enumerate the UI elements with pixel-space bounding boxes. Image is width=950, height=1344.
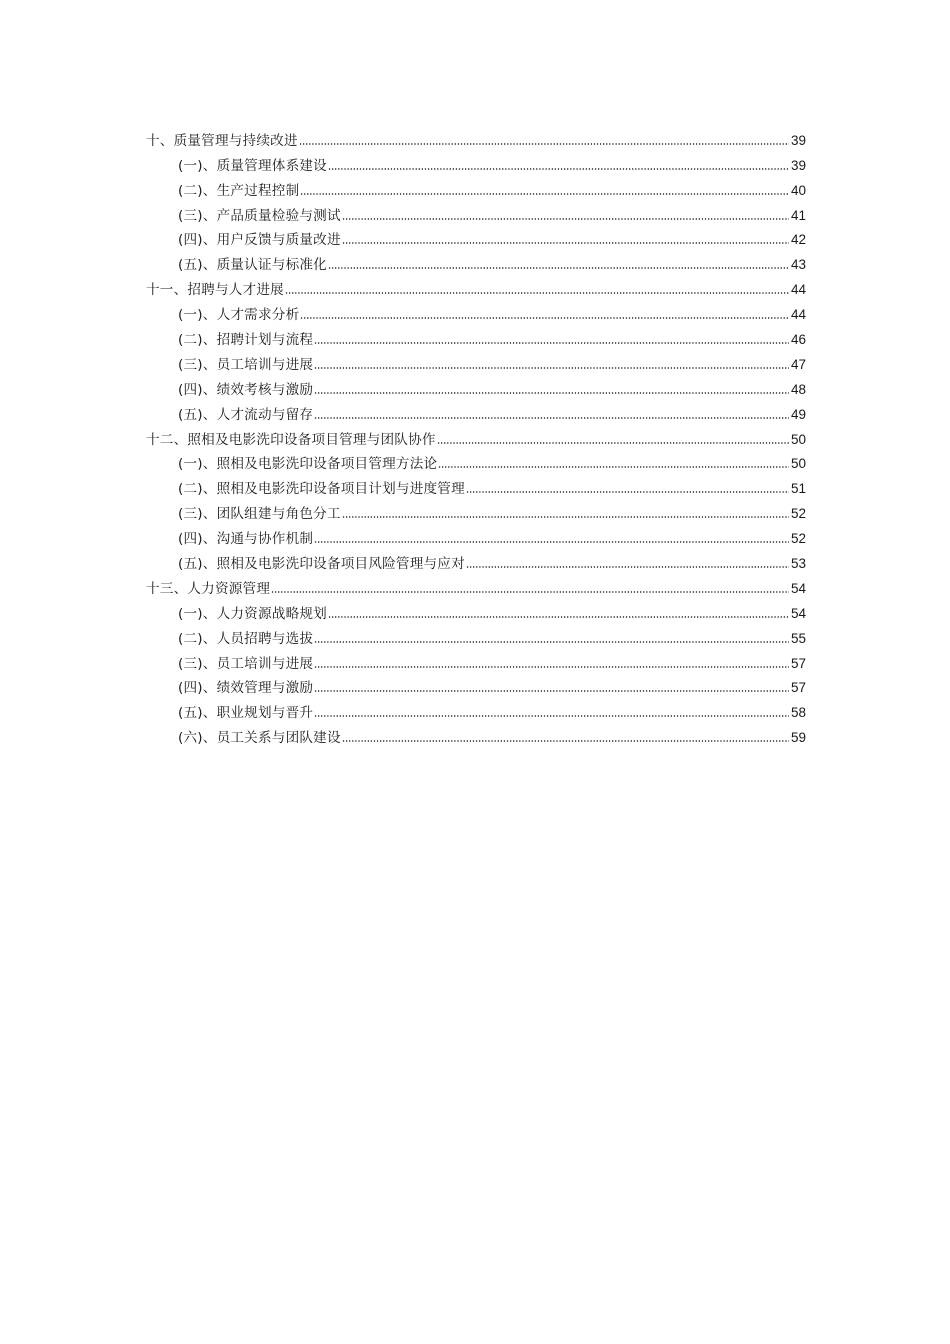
toc-entry-title: (五)、人才流动与留存 — [178, 406, 314, 423]
toc-entry[interactable] — [146, 449, 806, 474]
toc-entry[interactable] — [146, 175, 806, 200]
toc-page-number: 44 — [790, 282, 806, 298]
toc-page-number: 48 — [790, 381, 806, 397]
toc-entry[interactable] — [146, 697, 806, 722]
toc-entry-title: (五)、职业规划与晋升 — [178, 705, 314, 722]
toc-entry[interactable] — [146, 498, 806, 523]
toc-entry-title: (四)、用户反馈与质量改进 — [178, 232, 341, 249]
toc-entry[interactable] — [146, 374, 806, 399]
toc-page-number: 50 — [790, 431, 806, 447]
toc-dot-leader — [342, 241, 789, 245]
toc-page-number: 55 — [790, 630, 806, 646]
toc-entry[interactable] — [146, 399, 806, 424]
toc-dot-leader — [271, 590, 789, 594]
toc-entry-title: (四)、绩效管理与激励 — [178, 680, 314, 697]
toc-entry-title: (二)、人员招聘与选拔 — [178, 630, 314, 647]
toc-page-number: 44 — [790, 307, 806, 323]
toc-entry-title: 十三、人力资源管理 — [146, 580, 271, 597]
toc-dot-leader — [466, 490, 789, 494]
toc-dot-leader — [342, 515, 789, 519]
toc-entry[interactable] — [146, 249, 806, 274]
toc-page-number: 59 — [790, 730, 806, 746]
toc-dot-leader — [342, 217, 789, 221]
toc-entry[interactable] — [146, 722, 806, 747]
toc-entry[interactable] — [146, 200, 806, 225]
toc-dot-leader — [300, 192, 789, 196]
toc-entry-title: (二)、招聘计划与流程 — [178, 332, 314, 349]
toc-entry-title: 十一、招聘与人才进展 — [146, 282, 284, 299]
toc-dot-leader — [328, 167, 789, 171]
toc-entry-title: (一)、人力资源战略规划 — [178, 605, 327, 622]
toc-dot-leader — [437, 441, 789, 445]
toc-page-number: 39 — [790, 132, 806, 148]
toc-page-number: 57 — [790, 680, 806, 696]
toc-page-number: 54 — [790, 580, 806, 596]
toc-dot-leader — [466, 565, 789, 569]
toc-dot-leader — [314, 665, 789, 669]
toc-page-number: 51 — [790, 481, 806, 497]
toc-entry-title: (五)、照相及电影洗印设备项目风险管理与应对 — [178, 556, 465, 573]
toc-dot-leader — [314, 341, 789, 345]
toc-entry-title: (五)、质量认证与标准化 — [178, 257, 327, 274]
toc-entry-title: 十、质量管理与持续改进 — [146, 132, 298, 149]
toc-entry[interactable] — [146, 299, 806, 324]
toc-entry[interactable] — [146, 598, 806, 623]
toc-entry-title: (四)、沟通与协作机制 — [178, 531, 314, 548]
toc-page-number: 50 — [790, 456, 806, 472]
toc-page-number: 47 — [790, 356, 806, 372]
toc-page-number: 40 — [790, 182, 806, 198]
toc-dot-leader — [314, 640, 789, 644]
toc-entry-title: (二)、生产过程控制 — [178, 182, 300, 199]
toc-entry-title: 十二、照相及电影洗印设备项目管理与团队协作 — [146, 431, 436, 448]
toc-page-number: 43 — [790, 257, 806, 273]
toc-dot-leader — [328, 266, 789, 270]
toc-entry[interactable] — [146, 424, 806, 449]
toc-page-number: 52 — [790, 531, 806, 547]
toc-page-number: 42 — [790, 232, 806, 248]
toc-entry[interactable] — [146, 523, 806, 548]
toc-page-number: 57 — [790, 655, 806, 671]
toc-dot-leader — [314, 416, 789, 420]
toc-entry-title: (一)、照相及电影洗印设备项目管理方法论 — [178, 456, 438, 473]
table-of-contents — [146, 125, 806, 747]
toc-entry-title: (三)、员工培训与进展 — [178, 356, 314, 373]
toc-dot-leader — [314, 540, 789, 544]
toc-dot-leader — [299, 142, 789, 146]
toc-entry-title: (三)、产品质量检验与测试 — [178, 207, 341, 224]
toc-dot-leader — [314, 714, 789, 718]
toc-page-number: 41 — [790, 207, 806, 223]
toc-entry-title: (三)、员工培训与进展 — [178, 655, 314, 672]
toc-entry-title: (四)、绩效考核与激励 — [178, 381, 314, 398]
toc-entry[interactable] — [146, 324, 806, 349]
toc-entry[interactable] — [146, 473, 806, 498]
toc-entry[interactable] — [146, 573, 806, 598]
toc-entry-title: (二)、照相及电影洗印设备项目计划与进度管理 — [178, 481, 465, 498]
toc-dot-leader — [438, 465, 789, 469]
toc-page-number: 58 — [790, 705, 806, 721]
toc-entry-title: (六)、员工关系与团队建设 — [178, 730, 341, 747]
toc-entry[interactable] — [146, 673, 806, 698]
toc-dot-leader — [300, 316, 789, 320]
toc-dot-leader — [314, 689, 789, 693]
toc-entry-title: (一)、质量管理体系建设 — [178, 157, 327, 174]
toc-entry-title: (一)、人才需求分析 — [178, 307, 300, 324]
toc-entry[interactable] — [146, 623, 806, 648]
toc-dot-leader — [342, 739, 789, 743]
toc-entry[interactable] — [146, 225, 806, 250]
toc-dot-leader — [314, 366, 789, 370]
toc-page-number: 46 — [790, 332, 806, 348]
toc-entry[interactable] — [146, 150, 806, 175]
toc-entry-title: (三)、团队组建与角色分工 — [178, 506, 341, 523]
toc-entry[interactable] — [146, 548, 806, 573]
toc-entry[interactable] — [146, 648, 806, 673]
toc-dot-leader — [328, 615, 789, 619]
toc-page-number: 54 — [790, 605, 806, 621]
toc-page-number: 49 — [790, 406, 806, 422]
toc-entry[interactable] — [146, 349, 806, 374]
toc-page-number: 53 — [790, 556, 806, 572]
toc-dot-leader — [314, 391, 789, 395]
toc-dot-leader — [285, 291, 789, 295]
toc-page-number: 52 — [790, 506, 806, 522]
toc-entry[interactable] — [146, 274, 806, 299]
toc-page-number: 39 — [790, 157, 806, 173]
toc-entry[interactable] — [146, 125, 806, 150]
